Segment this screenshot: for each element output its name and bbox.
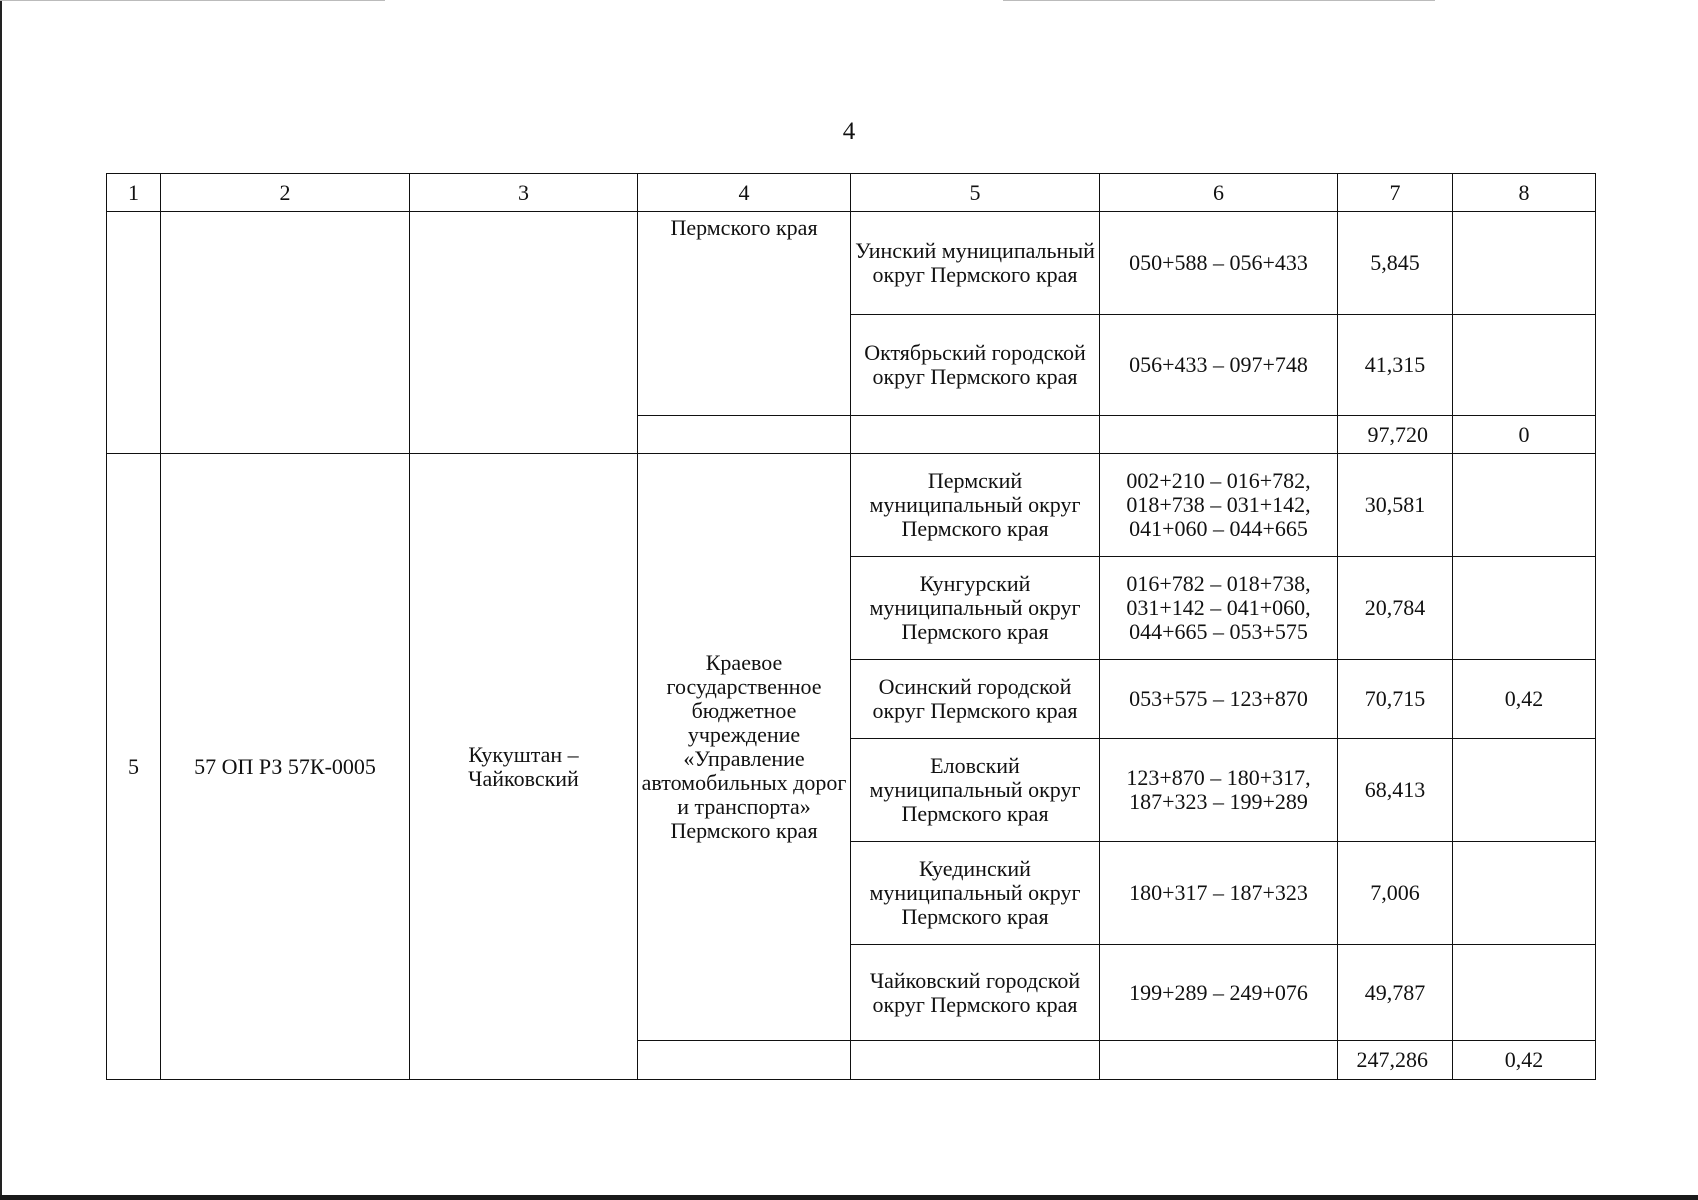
organization-cell: Пермского края: [638, 212, 851, 416]
empty-cell: [851, 416, 1100, 454]
road-id-cell: 57 ОП РЗ 57К-0005: [161, 454, 410, 1080]
length-cell: 41,315: [1338, 315, 1453, 416]
km-range-cell: 056+433 – 097+748: [1100, 315, 1338, 416]
header-cell-8: 8: [1453, 174, 1596, 212]
empty-cell: [851, 1041, 1100, 1080]
length-cell: 7,006: [1338, 842, 1453, 945]
scan-top-line: [1003, 0, 1435, 1]
col8-cell: [1453, 842, 1596, 945]
road-name-cell: [410, 212, 638, 454]
header-row: [107, 174, 1596, 212]
district-cell: Куединский муниципальный округ Пермского края: [851, 842, 1100, 945]
district-cell: Кунгурский муниципальный округ Пермского края: [851, 557, 1100, 660]
km-range-cell: 199+289 – 249+076: [1100, 945, 1338, 1041]
scan-top-line: [0, 0, 385, 1]
empty-cell: [638, 1041, 851, 1080]
total-length-cell: 247,286: [1338, 1041, 1453, 1080]
empty-cell: [1100, 1041, 1338, 1080]
col8-cell: 0,42: [1453, 660, 1596, 739]
total-col8-cell: 0,42: [1453, 1041, 1596, 1080]
header-cell-1: 1: [107, 174, 161, 212]
road-id-cell: [161, 212, 410, 454]
district-cell: Октябрьский городской округ Пермского края: [851, 315, 1100, 416]
total-length-cell: 97,720: [1338, 416, 1453, 454]
table-row: [107, 212, 1596, 315]
col8-cell: [1453, 739, 1596, 842]
col8-cell: [1453, 212, 1596, 315]
empty-cell: [1100, 416, 1338, 454]
length-cell: 5,845: [1338, 212, 1453, 315]
total-col8-cell: 0: [1453, 416, 1596, 454]
header-cell-4: 4: [638, 174, 851, 212]
km-range-cell: 016+782 – 018+738, 031+142 – 041+060, 044+665 – 053+575: [1100, 557, 1338, 660]
header-cell-2: 2: [161, 174, 410, 212]
number-cell: [107, 212, 161, 454]
district-cell: Еловский муниципальный округ Пермского края: [851, 739, 1100, 842]
length-cell: 70,715: [1338, 660, 1453, 739]
col8-cell: [1453, 315, 1596, 416]
km-range-cell: 123+870 – 180+317, 187+323 – 199+289: [1100, 739, 1338, 842]
header-cell-3: 3: [410, 174, 638, 212]
km-range-cell: 053+575 – 123+870: [1100, 660, 1338, 739]
empty-cell: [638, 416, 851, 454]
length-cell: 49,787: [1338, 945, 1453, 1041]
col8-cell: [1453, 945, 1596, 1041]
header-cell-5: 5: [851, 174, 1100, 212]
km-range-cell: 002+210 – 016+782, 018+738 – 031+142, 041+060 – 044+665: [1100, 454, 1338, 557]
header-cell-6: 6: [1100, 174, 1338, 212]
length-cell: 30,581: [1338, 454, 1453, 557]
district-cell: Уинский муниципальный округ Пермского края: [851, 212, 1100, 315]
number-cell: 5: [107, 454, 161, 1080]
length-cell: 20,784: [1338, 557, 1453, 660]
district-cell: Осинский городской округ Пермского края: [851, 660, 1100, 739]
organization-cell: Краевое государственное бюджетное учреждение «Управление автомобильных дорог и транспорта» Пермского края: [638, 454, 851, 1041]
district-cell: Пермский муниципальный округ Пермского края: [851, 454, 1100, 557]
col8-cell: [1453, 454, 1596, 557]
km-range-cell: 050+588 – 056+433: [1100, 212, 1338, 315]
page-number: 4: [842, 118, 856, 145]
scan-left-edge: [0, 0, 2, 1200]
km-range-cell: 180+317 – 187+323: [1100, 842, 1338, 945]
header-cell-7: 7: [1338, 174, 1453, 212]
length-cell: 68,413: [1338, 739, 1453, 842]
table-row: [107, 454, 1596, 557]
scan-bottom-edge: [0, 1195, 1698, 1200]
district-cell: Чайковский городской округ Пермского края: [851, 945, 1100, 1041]
road-name-cell: Кукуштан – Чайковский: [410, 454, 638, 1080]
road-register-table: [106, 173, 1596, 1080]
col8-cell: [1453, 557, 1596, 660]
